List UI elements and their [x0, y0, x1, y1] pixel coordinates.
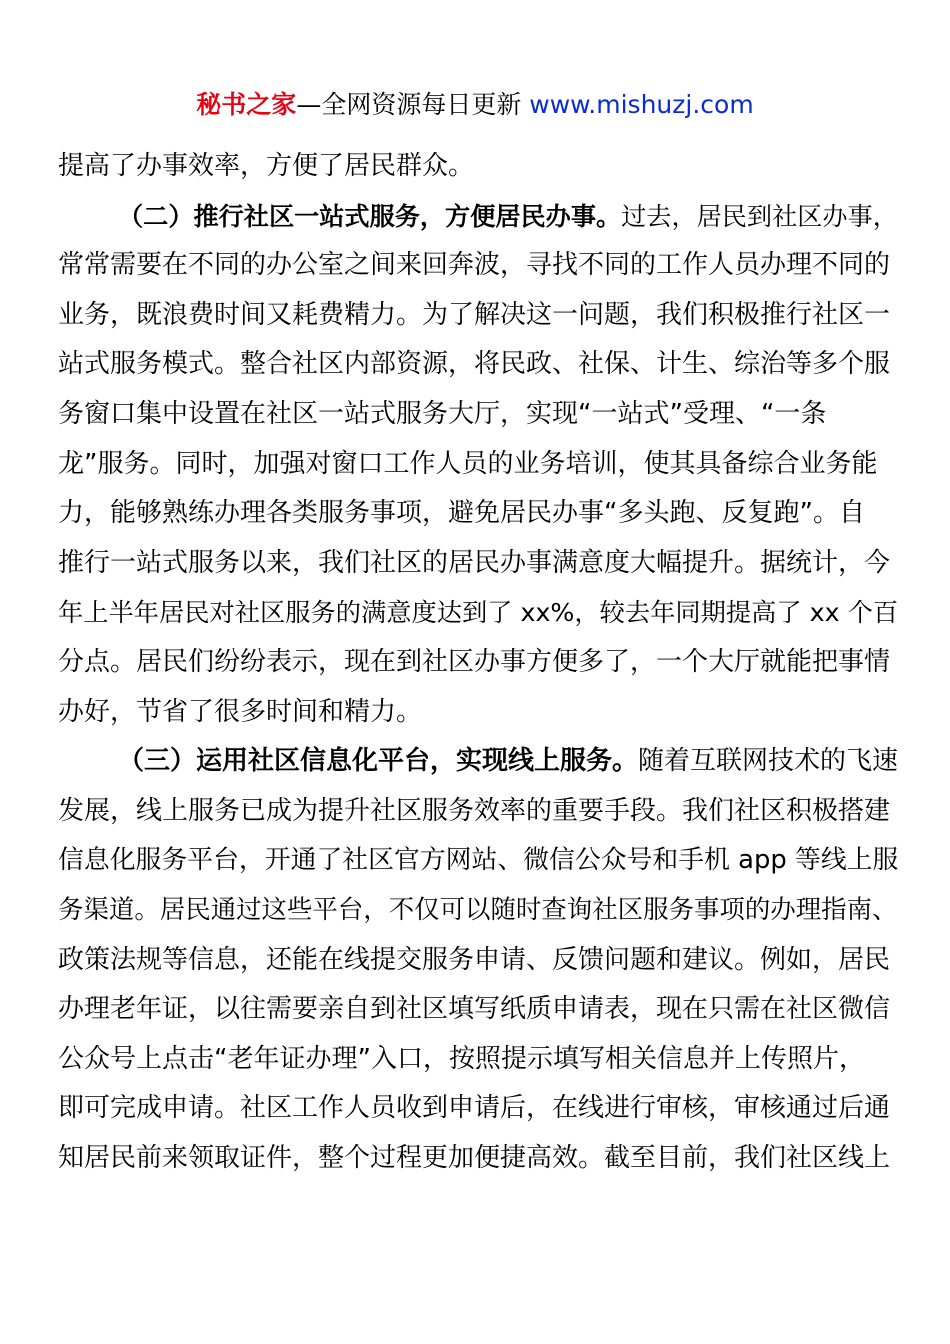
section-heading: （二）推行社区一站式服务，方便居民办事。 — [118, 201, 622, 231]
line-text: 分点。居民们纷纷表示，现在到社区办事方便多了，一个大厅就能把事情 — [58, 646, 891, 677]
paragraph-line — [58, 688, 898, 738]
paragraph-line — [58, 787, 898, 837]
line-text: 推行一站式服务以来，我们社区的居民办事满意度大幅提升。据统计，今 — [58, 547, 891, 578]
paragraph-line — [58, 588, 898, 638]
paragraph-line — [58, 936, 898, 986]
line-text: 信息化服务平台，开通了社区官方网站、微信公众号和手机 app 等线上服 — [58, 845, 899, 876]
line-text: 发展，线上服务已成为提升社区服务效率的重要手段。我们社区积极搭建 — [58, 795, 891, 826]
line-text: 年上半年居民对社区服务的满意度达到了 xx%，较去年同期提高了 xx 个百 — [58, 598, 899, 628]
paragraph-line — [58, 886, 898, 936]
paragraph-line — [58, 241, 898, 291]
line-text: 龙”服务。同时，加强对窗口工作人员的业务培训，使其具备综合业务能 — [58, 448, 878, 479]
line-text: 力，能够熟练办理各类服务事项，避免居民办事“多头跑、反复跑”。自 — [58, 498, 865, 529]
line-text: 常常需要在不同的办公室之间来回奔波，寻找不同的工作人员办理不同的 — [58, 250, 891, 281]
line-text: 站式服务模式。整合社区内部资源，将民政、社保、计生、综治等多个服 — [58, 349, 891, 380]
paragraph-line — [58, 638, 898, 688]
paragraph-first-line — [58, 737, 898, 787]
paragraph-line — [58, 836, 898, 886]
page-header — [0, 88, 950, 122]
paragraph-line — [58, 539, 898, 589]
line-text: 公众号上点击“老年证办理”入口，按照提示填写相关信息并上传照片， — [58, 1043, 865, 1074]
header-url: www.mishuzj.com — [529, 90, 754, 119]
line-text: 办好，节省了很多时间和精力。 — [58, 696, 423, 727]
header-brand: 秘书之家 — [196, 90, 297, 119]
paragraph-line — [58, 291, 898, 341]
header-tagline: —全网资源每日更新 — [296, 90, 530, 119]
section-heading: （三）运用社区信息化平台，实现线上服务。 — [118, 746, 639, 777]
paragraph-first-line — [58, 192, 898, 242]
line-text: 提高了办事效率，方便了居民群众。 — [58, 151, 475, 181]
line-text: 政策法规等信息，还能在线提交服务申请、反馈问题和建议。例如，居民 — [58, 944, 891, 975]
paragraph-line — [58, 489, 898, 539]
line-text: 过去，居民到社区办事， — [621, 201, 898, 231]
paragraph-line — [58, 340, 898, 390]
paragraph-line — [58, 440, 898, 490]
paragraph-line — [58, 1035, 898, 1085]
line-text: 务渠道。居民通过这些平台，不仅可以随时查询社区服务事项的办理指南、 — [58, 894, 898, 925]
paragraph-line — [58, 1134, 898, 1184]
paragraph-line — [58, 985, 898, 1035]
line-text: 随着互联网技术的飞速 — [638, 746, 899, 777]
line-text: 业务，既浪费时间又耗费精力。为了解决这一问题，我们积极推行社区一 — [58, 299, 891, 330]
paragraph-line — [58, 142, 898, 192]
line-text: 办理老年证，以往需要亲自到社区填写纸质申请表，现在只需在社区微信 — [58, 994, 891, 1025]
paragraph-line — [58, 1084, 898, 1134]
line-text: 务窗口集中设置在社区一站式服务大厅，实现“一站式”受理、“一条 — [58, 398, 827, 429]
document-body — [58, 142, 898, 1183]
line-text: 即可完成申请。社区工作人员收到申请后，在线进行审核，审核通过后通 — [58, 1093, 891, 1124]
paragraph-line — [58, 390, 898, 440]
line-text: 知居民前来领取证件，整个过程更加便捷高效。截至目前，我们社区线上 — [58, 1142, 891, 1173]
